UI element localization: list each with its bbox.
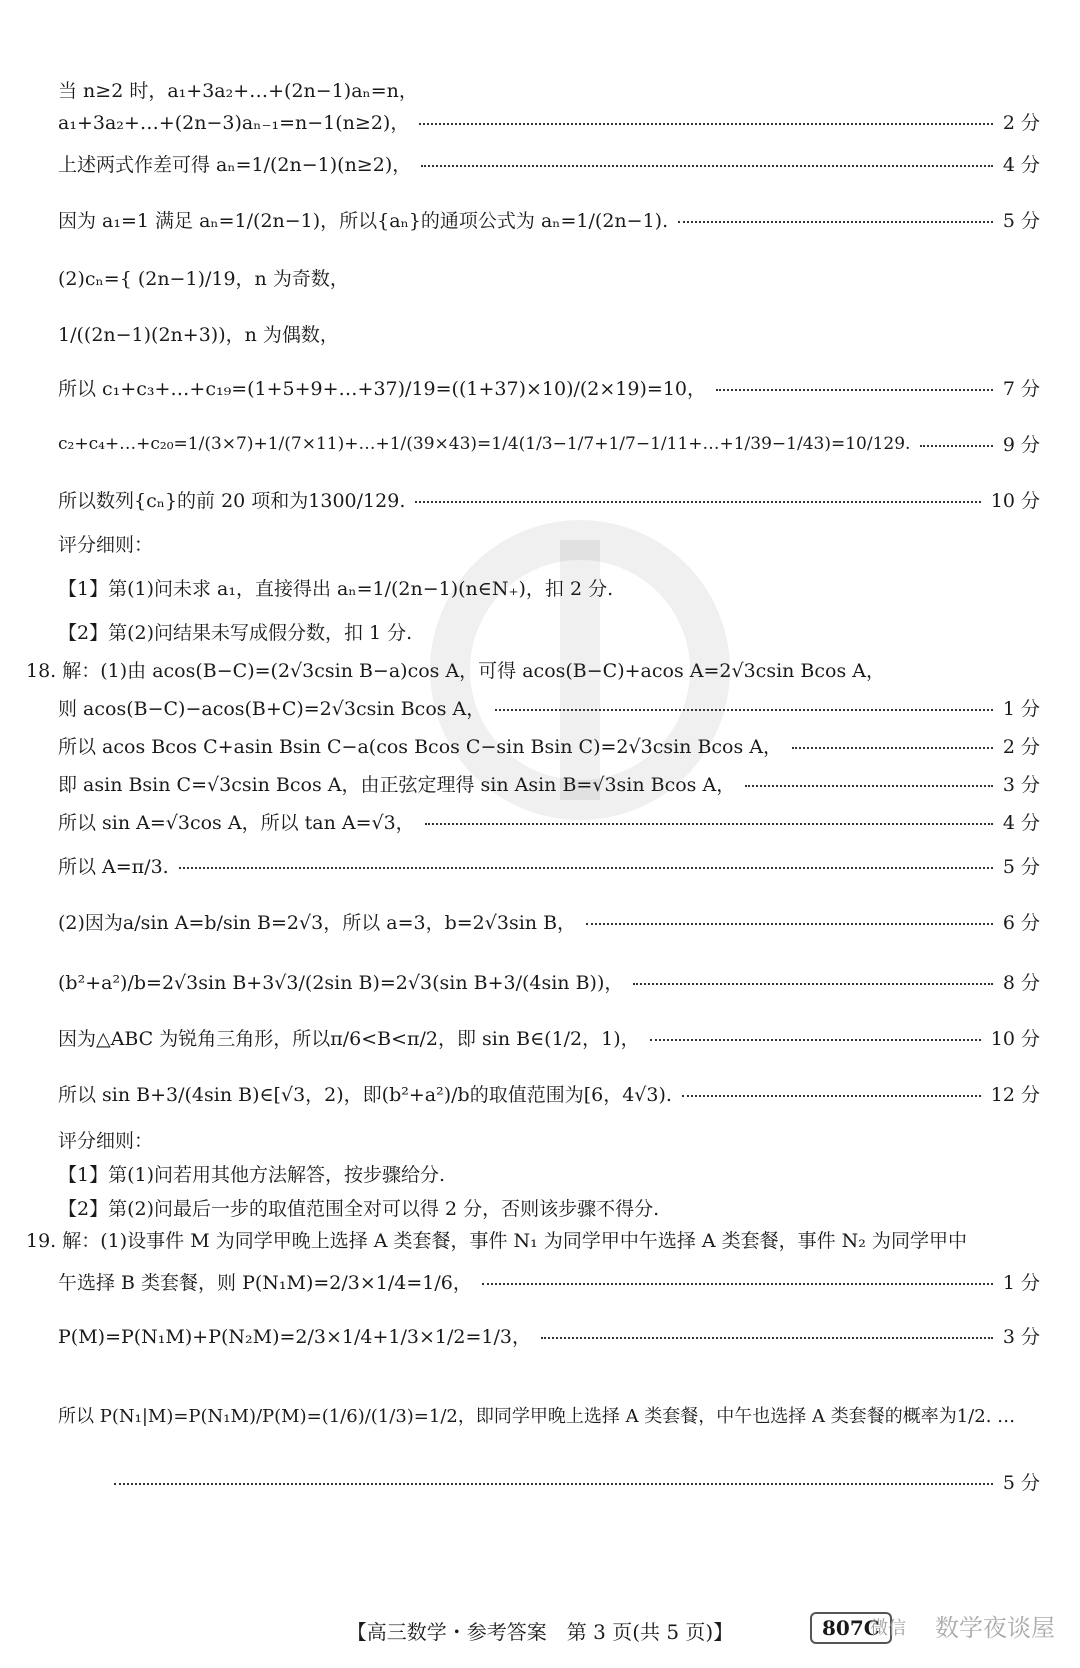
line-18-6: (2)因为a/sin A=b/sin B=2√3，所以 a=3，b=2√3sin B， 6 分 (58, 908, 1040, 935)
grading-title: 评分细则： (58, 534, 154, 556)
score: 2 分 (1002, 736, 1040, 758)
line-18-2: 所以 acos Bcos C+asin Bsin C−a(cos Bcos C−sin Bsin C)=2√3csin Bcos A， 2 分 (58, 732, 1040, 759)
line-18-9: 所以 sin B+3/(4sin B)∈[√3，2)，即(b²+a²)/b的取值范围为[6，4√3). 12 分 (58, 1080, 1040, 1107)
leader-dots (541, 1337, 993, 1339)
line-18-5: 所以 A=π/3. 5 分 (58, 852, 1040, 879)
score: 10 分 (990, 490, 1040, 512)
line-3: 上述两式作差可得 aₙ=1/(2n−1)(n≥2)， 4 分 (58, 150, 1040, 177)
leader-dots (421, 165, 993, 167)
source-logo-text: 数学夜谈屋 (935, 1614, 1055, 1642)
leader-dots (745, 785, 993, 787)
leader-dots (419, 123, 993, 125)
footer-text: 【高三数学・参考答案 第 3 页(共 5 页)】 (346, 1619, 734, 1644)
line-8: c₂+c₄+…+c₂₀=1/(3×7)+1/(7×11)+…+1/(39×43)=1/4(1/3−1/7+1/7−1/11+…+1/39−1/43)=10/129. 9 分 (58, 430, 1040, 457)
line-18-3: 即 asin Bsin C=√3csin Bcos A，由正弦定理得 sin Asin B=√3sin Bcos A， 3 分 (58, 770, 1040, 797)
grading-rule-18-2: 【2】第(2)问最后一步的取值范围全对可以得 2 分，否则该步骤不得分. (58, 1198, 660, 1220)
score: 4 分 (1002, 154, 1040, 176)
line-18-1: 则 acos(B−C)−acos(B+C)=2√3csin Bcos A， 1 分 (58, 694, 1040, 721)
leader-dots (425, 823, 993, 825)
leader-dots (678, 221, 993, 223)
leader-dots (415, 501, 980, 503)
line-6: 1/((2n−1)(2n+3))，n 为偶数， (58, 324, 339, 346)
score: 5 分 (1002, 1472, 1040, 1494)
leader-dots (495, 709, 993, 711)
leader-dots (114, 1483, 993, 1485)
score: 3 分 (1002, 774, 1040, 796)
line-5: (2)cₙ={ (2n−1)/19，n 为奇数， (58, 268, 349, 290)
score: 10 分 (990, 1028, 1040, 1050)
line-19-1: 午选择 B 类套餐，则 P(N₁M)=2/3×1/4=1/6， 1 分 (58, 1268, 1040, 1295)
line-18-4: 所以 sin A=√3cos A，所以 tan A=√3， 4 分 (58, 808, 1040, 835)
line-19-3: 所以 P(N₁|M)=P(N₁M)/P(M)=(1/6)/(1/3)=1/2，即同学甲晚上选择 A 类套餐，中午也选择 A 类套餐的概率为1/2. … (58, 1406, 1016, 1427)
problem-19-intro: 19. 解：(1)设事件 M 为同学甲晚上选择 A 类套餐，事件 N₁ 为同学甲中午选择 A 类套餐，事件 N₂ 为同学甲中 (26, 1230, 967, 1252)
leader-dots (920, 445, 992, 447)
line-19-4 (104, 1468, 1040, 1495)
line-19-2: P(M)=P(N₁M)+P(N₂M)=2/3×1/4+1/3×1/2=1/3， 3 分 (58, 1322, 1040, 1349)
grading-rule-2: 【2】第(2)问结果未写成假分数，扣 1 分. (58, 622, 413, 644)
grading-rule-18-1: 【1】第(1)问若用其他方法解答，按步骤给分. (58, 1164, 446, 1186)
score: 12 分 (990, 1084, 1040, 1106)
leader-dots (179, 867, 993, 869)
score: 2 分 (1002, 112, 1040, 134)
grading-title-18: 评分细则： (58, 1130, 154, 1152)
line-9: 所以数列{cₙ}的前 20 项和为1300/129. 10 分 (58, 486, 1040, 513)
line-18-7: (b²+a²)/b=2√3sin B+3√3/(2sin B)=2√3(sin B+3/(4sin B))， 8 分 (58, 968, 1040, 995)
score: 9 分 (1002, 434, 1040, 456)
leader-dots (586, 923, 993, 925)
score: 8 分 (1002, 972, 1040, 994)
problem-18-intro: 18. 解：(1)由 acos(B−C)=(2√3csin B−a)cos A，可得 acos(B−C)+acos A=2√3csin Bcos A， (26, 660, 885, 682)
grading-rule-1: 【1】第(1)问未求 a₁，直接得出 aₙ=1/(2n−1)(n∈N₊)，扣 2 分. (58, 578, 614, 600)
line-4: 因为 a₁=1 满足 aₙ=1/(2n−1)，所以{aₙ}的通项公式为 aₙ=1/(2n−1). 5 分 (58, 206, 1040, 233)
score: 1 分 (1002, 698, 1040, 720)
paper-code-badge: 807C (810, 1612, 892, 1644)
score: 5 分 (1002, 856, 1040, 878)
score: 6 分 (1002, 912, 1040, 934)
score: 5 分 (1002, 210, 1040, 232)
leader-dots (716, 389, 993, 391)
leader-dots (482, 1283, 993, 1285)
score: 1 分 (1002, 1272, 1040, 1294)
line-18-8: 因为△ABC 为锐角三角形，所以π/6<B<π/2，即 sin B∈(1/2，1)， 10 分 (58, 1024, 1040, 1051)
leader-dots (682, 1095, 981, 1097)
line-7: 所以 c₁+c₃+…+c₁₉=(1+5+9+…+37)/19=((1+37)×10)/(2×19)=10， 7 分 (58, 374, 1040, 401)
leader-dots (633, 983, 992, 985)
leader-dots (650, 1039, 981, 1041)
page-footer (0, 1610, 1080, 1650)
line-1: 当 n≥2 时，a₁+3a₂+…+(2n−1)aₙ=n， (58, 80, 418, 102)
score: 4 分 (1002, 812, 1040, 834)
wechat-label: 微信 (870, 1618, 906, 1639)
leader-dots (792, 747, 993, 749)
score: 7 分 (1002, 378, 1040, 400)
score: 3 分 (1002, 1326, 1040, 1348)
line-2: a₁+3a₂+…+(2n−3)aₙ₋₁=n−1(n≥2)， 2 分 (58, 108, 1040, 135)
